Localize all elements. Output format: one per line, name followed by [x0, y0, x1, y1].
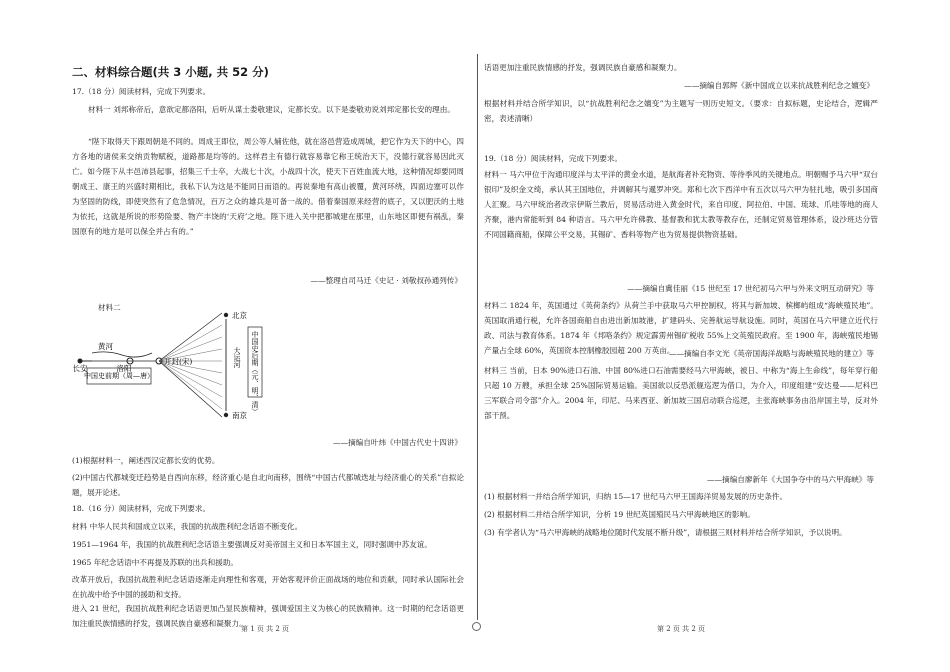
q18-source: ——摘编自郭辉《新中国成立以来抗战胜利纪念之嬗变》 — [684, 81, 874, 90]
q18-intro: 材料 中华人民共和国成立以来，我国的抗战胜利纪念话语不断变化。 — [72, 522, 303, 531]
q17-source1: ——整理自司马迁《史记 · 刘敬叔孙通列传》 — [310, 276, 462, 285]
line-to-nanjing — [159, 361, 222, 417]
luoyang-label: 洛阳 — [116, 364, 132, 373]
q19-material1: 材料一 马六甲位于沟通印度洋与太平洋的黄金水道，是航海者补充物资、等待季风的关键地点。明朝赐予马六甲“双台银印”及织金文绮，承认其王国地位，并调解其与暹罗冲突。郑和七次下西洋中有五次以马六甲为驻扎地，吸引多国商人汇聚。马六甲统治者改宗伊斯兰教后，贸易活动进入黄金时代，来自印度、阿拉伯、中国、琉球、爪哇等地的商人齐聚，港内常能听到 84 种语言。马六甲允许佛教、基督教和犹太教等教存在，还制定贸易管理体系，设沙班达分管不同国籍商船，保障公平交易，其锡矿、香料等物产也为贸易提供物资基础。 — [484, 170, 878, 239]
q19-material3: 材料三 当前，日本 90%进口石油、中国 80%进口石油需要经马六甲海峡，被日、中称为“海上生命线”，每年穿行船只超 10 万艘，承担全球 25%国际贸易运输。美国欲以反恐派舰巡逻为借口，为介入，印度组建“安达曼——尼科巴三军联合司令部”介入。2004 年，印尼、马来西亚、新加坡三国启动联合巡逻，主张海峡事务由沿岸国主导，反对外部干预。 — [484, 366, 878, 420]
q19-ask3: (3) 有学者认为“马六甲海峡的战略地位随时代发展不断升级”，请根据三则材料并结合所学知识，予以说明。 — [484, 528, 847, 537]
q17-source2: ——摘编自叶炜《中国古代史十四讲》 — [332, 438, 462, 447]
q19-material2: 材料二 1824 年，英国通过《英荷条约》从荷兰手中获取马六甲控制权，将其与新加坡、槟榔屿组成“海峡殖民地”。英国取消通行税，允许各国商船自由进出新加坡港，扩建码头、完善航运导航设施。同时，英国在马六甲建立近代行政、司法与教育体系。1874 年《邦咯条约》规定霹雳州锡矿税收 55%上交英殖民政府。至 1900 年，海峡殖民地锡产量占全球 60%，英国资本控制橡胶园超 200 万英亩。 — [484, 301, 878, 355]
capital-shift-map — [72, 305, 272, 427]
q17-material1: 材料一 刘邦称帝后，意欲定都洛阳，后听从谋士娄敬建议，定都长安。以下是娄敬劝说刘邦定都长安的理由。 — [88, 105, 455, 114]
nanjing-dot — [224, 413, 228, 417]
line-to-beijing — [159, 313, 222, 361]
q17-quote: “陛下取得天下跟周朝是不同的。周成王即位，周公等人辅佐他，就在洛邑营造成周城，把它作为天下的中心，四方各地的诸侯来交纳贡物赋税，道路都是均等的。这样君主有德行就容易靠它称王统治天下，没德行就容易因此灭亡。如今陛下从丰邑沛县起事，招集三千士卒，大战七十次，小战四十次，使天下百姓血流大地，这种情况却要同周朝成王、康王的兴盛时期相比，我私下认为这是不能同日而语的。再说秦地有高山被覆，黄河环绕，四面边塞可以作为坚固的防线，即使突然有了危急情况，百万之众的雄兵是可备一战的。借着秦国原来经营的底子，又以肥沃的土地为依托，这就是所说的形势险要、物产丰饶的‘天府’之地。陛下进入关中把都城建在那里，山东地区即便有祸乱，秦国原有的地方是可以保全并占有的。” — [72, 137, 464, 236]
binding-hole-icon — [472, 622, 481, 631]
q18-para1: 1951—1964 年，我国的抗战胜利纪念话语主要强调反对美帝国主义和日本军国主义，同时强调中苏友谊。 — [72, 540, 432, 549]
huanghe-label: 黄河 — [98, 342, 113, 351]
nanjing-label: 南京 — [232, 411, 247, 420]
q17-ask2: (2)中国古代都城变迁趋势是自西向东移，经济重心是自北向南移，围绕“中国古代都城迭址与经济重心的关系”自拟论题，展开论述。 — [72, 473, 464, 497]
q19-source3: ——摘编自廖新年《大国争夺中的马六甲海峡》等 — [706, 475, 874, 484]
section-title: 二、材料综合题(共 3 小题, 共 52 分) — [72, 65, 269, 79]
q17-ask1: (1)根据材料一，阐述西汉定都长安的优势。 — [72, 456, 220, 465]
q19-header: 19.（18 分）阅读材料，完成下列要求。 — [484, 154, 623, 163]
footer-page-right: 第 2 页 共 2 页 — [657, 625, 706, 633]
changan-label: 长安 — [72, 364, 88, 373]
column-divider — [477, 54, 478, 620]
q18-para2: 1965 年纪念话语中不再提及苏联的出兵和援助。 — [72, 558, 239, 567]
q19-source2: ——摘编自李文光《英帝国海洋战略与海峡殖民地的建立》等 — [668, 349, 874, 358]
beijing-dot — [224, 313, 228, 317]
fan-rays — [159, 325, 222, 409]
footer-page-left: 第 1 页 共 2 页 — [241, 625, 290, 633]
q18-ask: 根据材料并结合所学知识，以“抗战胜利纪念之嬗变”为主题写一则历史短文。（要求：自拟标题，史论结合，逻辑严密，表述清晰） — [484, 99, 878, 123]
q19-source1: ——摘编自冀佳丽《15 世纪至 17 世纪初马六甲与外来文明互动研究》等 — [627, 284, 874, 293]
q18-header: 18.（16 分）阅读材料，完成下列要求。 — [72, 504, 211, 513]
q17-material2-label: 材料二 — [98, 303, 121, 312]
early-period-label: 中国史前期（周—唐） — [84, 372, 154, 380]
kaifeng-label: 开封(宋) — [164, 357, 193, 366]
late-period-label: 中国史后期（元、明、清） — [251, 331, 259, 415]
q19-ask1: (1) 根据材料一并结合所学知识，归纳 15—17 世纪马六甲王国海洋贸易发展的历史条件。 — [484, 492, 788, 501]
canal-label: 大运河 — [233, 347, 241, 368]
q18-para4: 进入 21 世纪，我国抗战胜利纪念话语更加凸显民族精神，强调爱国主义为核心的民族精神。这一时期的纪念话语更加注重民族情感的抒发，强调民族自豪感和凝聚力。 — [72, 604, 464, 628]
q17-header: 17.（18 分）阅读材料，完成下列要求。 — [72, 87, 211, 96]
beijing-label: 北京 — [232, 311, 247, 320]
q19-ask2: (2) 根据材料二并结合所学知识，分析 19 世纪英国殖民马六甲海峡地区的影响。 — [484, 510, 755, 519]
q18-para4-continued: 话语更加注重民族情感的抒发，强调民族自豪感和凝聚力。 — [484, 63, 682, 72]
q18-para3: 改革开放后，我国抗战胜利纪念话语逐渐走向理性和客观，开始客观评价正面战场的地位和贡献，同时承认国际社会在抗战中给予中国的援助和支持。 — [72, 575, 464, 599]
